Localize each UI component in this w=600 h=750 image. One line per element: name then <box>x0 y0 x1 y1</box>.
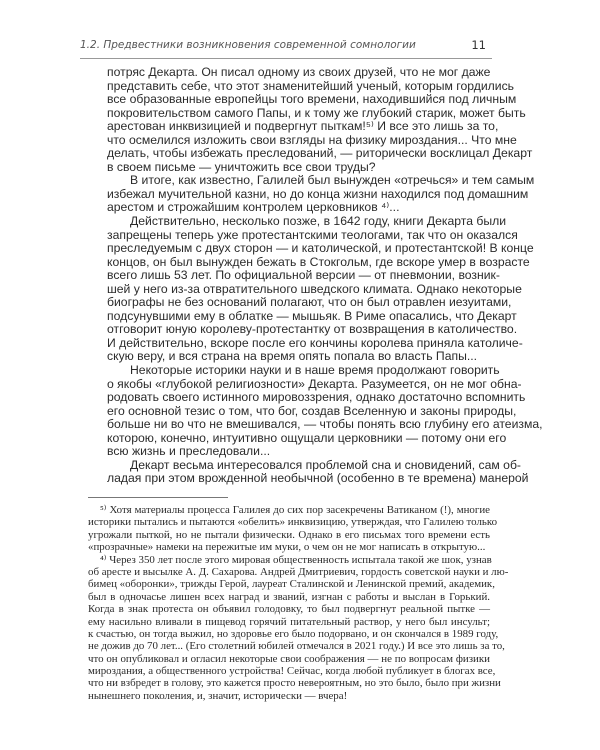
text-line: историки пытались и пытаются «обелить» инквизицию, утверждая, что Галилею только <box>88 516 498 529</box>
paragraph <box>107 363 543 459</box>
text-line: об аресте и высылке А. Д. Сахарова. Андрей Дмитриевич, гордость советской науки и лю- <box>88 565 509 578</box>
text-line: В итоге, как известно, Галилей был вынужден «отречься» и тем самым <box>130 173 535 188</box>
text-line: всего лишь 53 лет. По официальной версии — от пневмонии, возник- <box>107 268 500 283</box>
text-line: ему насильно вливали в пищевод горячий питательный раствор, у него был инсульт; <box>88 615 490 628</box>
text-line: шей у него из-за отвратительного шведского климата. Однако некоторые <box>107 281 522 296</box>
main-text <box>107 65 543 486</box>
text-line: подсунувшими ему в облатке — мышьяк. В Риме опасались, что Декарт <box>107 308 517 323</box>
text-line: не дожив до 70 лет... (Его столетний юбилей отмечался в 2021 году.) И все это лишь за то, <box>88 640 505 653</box>
text-line: ладая при этом врожденной необычной (особенно в те времена) манерой <box>107 471 529 486</box>
text-line: делать, чтобы избежать преследований, — риторически восклицал Декарт <box>107 146 533 161</box>
text-line: что он опубликовал и огласил некоторые свои соображения — не по вопросам физики <box>88 652 490 665</box>
text-line: всю жизнь и преследовали... <box>107 444 271 459</box>
text-line: был в одночасье лишен всех наград и званий, изгнан с работы и выслан в Горький. <box>88 590 490 603</box>
text-line: которою, конечно, интуитивно ощущали церковники — потому они его <box>107 430 507 445</box>
paragraph <box>107 65 533 174</box>
text-line: все образованные европейцы того времени, находившийся под личным <box>107 92 517 107</box>
text-line: угрожали пыткой, но не пытали физически. Однако в его письмах того времени есть <box>88 528 490 541</box>
text-line: Когда в знак протеста он объявил голодовку, то был подвергнут реальной пытке — <box>88 603 490 616</box>
paragraph <box>107 173 535 215</box>
running-header <box>80 37 492 55</box>
text-line: к счастью, он тогда выжил, но здоровье его было подорвано, и он скончался в 1989 году, <box>88 627 499 640</box>
text-line: Декарт весьма интересовался проблемой сна и сновидений, сам об- <box>130 457 521 472</box>
text-line: Некоторые историки науки и в наше время продолжают говорить <box>130 363 500 378</box>
text-line: что ни взбредет в голову, это кажется просто невероятным, но это было, было при жизни <box>88 677 501 690</box>
text-line: концов, он был вынужден бежать в Стокгольм, где вскоре умер в возрасте <box>107 254 530 269</box>
text-line: родовать своего истинного мировоззрения, однако достаточно вспомнить <box>107 390 526 405</box>
text-line: мироздания, а общественного устройства! Сейчас, когда любой публикует в блогах все, <box>88 665 496 678</box>
text-line: биографы не без оснований полагают, что он был отравлен иезуитами, <box>107 295 512 310</box>
text-line: скую веру, и вся страна на время опять попала во власть Папы... <box>107 349 477 364</box>
text-line: арестован инквизицией и подвергнут пыткам!⁵⁾ И все это лишь за то, <box>107 119 499 134</box>
text-line: бимец «оборонки», трижды Герой, лауреат Сталинской и Ленинской премий, академик, <box>88 578 495 591</box>
text-line: потряс Декарта. Он писал одному из своих друзей, что не мог даже <box>107 65 491 79</box>
text-line: отговорит юную королеву-протестантку от возвращения в католичество. <box>107 322 518 337</box>
text-line: представить себе, что этот знаменитейший ученый, которым гордились <box>107 78 515 93</box>
paragraph <box>107 457 529 486</box>
text-line: о якобы «глубокой религиозности» Декарта. Разумеется, он не мог обна- <box>107 376 522 391</box>
footnote <box>88 504 498 554</box>
text-line: покровительством самого Папы, и к тому же глубокий старик, может быть <box>107 105 526 120</box>
footnotes <box>88 504 509 702</box>
text-line: его основной тезис о том, что бог, создав Вселенную и законы природы, <box>107 403 517 418</box>
text-line: что осмелился изложить свои взгляды на физику мироздания... Что мне <box>107 132 517 147</box>
text-line: избежал мучительной казни, но до конца жизни находился под домашним <box>107 186 529 201</box>
text-line: нынешнего поколения, и, значит, исторически — вчера! <box>88 689 348 702</box>
text-line: преследуемым с двух сторон — и католической, и протестантской! В конце <box>107 241 534 256</box>
text-line: ⁴⁾ Через 350 лет после этого мировая общественность испытала такой же шок, узнав <box>100 553 492 566</box>
text-line: в своем письме — уничтожить все свои труды? <box>107 159 376 174</box>
footnote-rule <box>88 497 228 498</box>
text-line: И действительно, вскоре после его кончины королева приняла католиче- <box>107 335 523 350</box>
section-title: 1.2. Предвестники возникновения современной сомнологии <box>80 39 416 51</box>
text-line: ⁵⁾ Хотя материалы процесса Галилея до сих пор засекречены Ватиканом (!), многие <box>100 504 490 516</box>
text-line: больше ни во что не вмешивался, — чтобы понять всю глубину его атеизма, <box>107 417 543 432</box>
header-rule <box>80 58 492 59</box>
text-line: «прозрачные» намеки на пережитые им муки, о чем он не мог написать в открытую... <box>88 541 486 554</box>
text-line: Действительно, несколько позже, в 1642 году, книги Декарта были <box>130 214 507 229</box>
text-line: арестом и строжайшим контролем церковников ⁴⁾... <box>107 200 400 215</box>
page-number: 11 <box>471 38 486 52</box>
paragraph <box>107 214 534 364</box>
text-line: запрещены теперь уже протестантскими теологами, так что он оказался <box>107 227 518 242</box>
footnote <box>88 553 509 703</box>
